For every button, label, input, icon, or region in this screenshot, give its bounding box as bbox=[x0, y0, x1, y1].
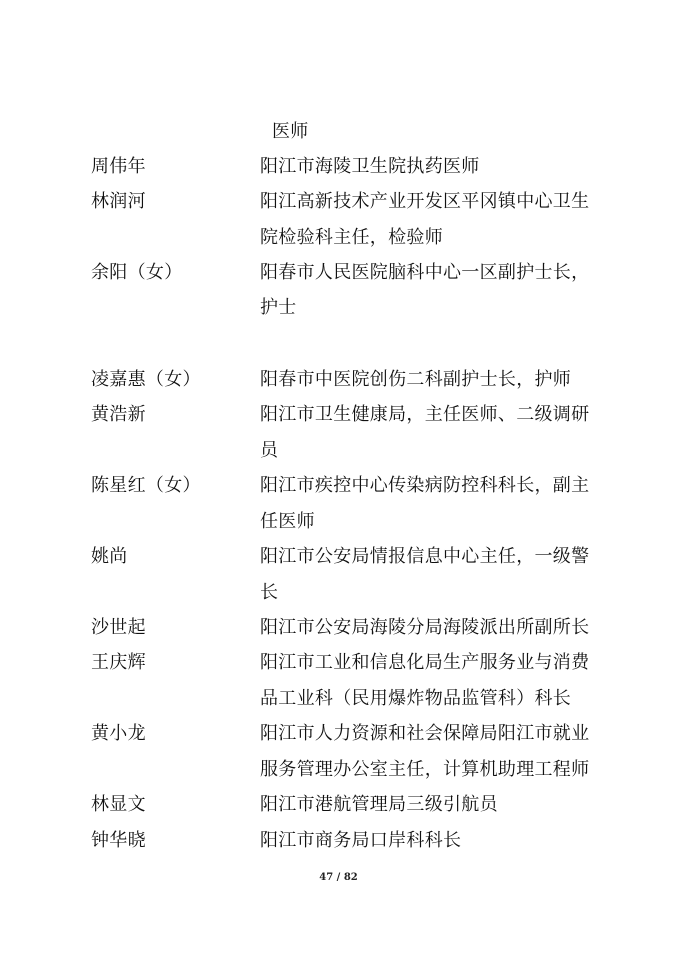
person-description: 阳江高新技术产业开发区平冈镇中心卫生 bbox=[260, 191, 590, 212]
person-description: 长 bbox=[260, 582, 279, 603]
person-description: 护士 bbox=[260, 297, 297, 318]
person-description: 品工业科（民用爆炸物品监管科）科长 bbox=[260, 688, 572, 709]
person-name: 沙世起 bbox=[91, 617, 146, 638]
page-current: 47 bbox=[319, 872, 334, 883]
person-description: 阳江市疾控中心传染病防控科科长，副主 bbox=[260, 475, 590, 496]
person-name: 周伟年 bbox=[91, 156, 146, 177]
person-description: 阳江市公安局情报信息中心主任，一级警 bbox=[260, 546, 590, 567]
person-name: 姚尚 bbox=[91, 546, 128, 567]
person-description: 阳江市人力资源和社会保障局阳江市就业 bbox=[260, 723, 590, 744]
person-description: 任医师 bbox=[260, 511, 315, 532]
person-description: 员 bbox=[260, 440, 279, 461]
person-name: 王庆辉 bbox=[91, 652, 146, 673]
person-description: 院检验科主任，检验师 bbox=[260, 227, 443, 248]
person-name: 余阳（女） bbox=[91, 262, 183, 283]
person-description: 阳江市海陵卫生院执药医师 bbox=[260, 156, 480, 177]
person-description: 阳江市港航管理局三级引航员 bbox=[260, 794, 498, 815]
person-name: 钟华晓 bbox=[91, 830, 146, 851]
person-description: 阳江市工业和信息化局生产服务业与消费 bbox=[260, 652, 590, 673]
person-description: 阳春市人民医院脑科中心一区副护士长， bbox=[260, 262, 590, 283]
person-name: 凌嘉惠（女） bbox=[91, 369, 201, 390]
person-description: 阳春市中医院创伤二科副护士长，护师 bbox=[260, 369, 572, 390]
person-description: 服务管理办公室主任，计算机助理工程师 bbox=[260, 759, 590, 780]
person-name: 林显文 bbox=[91, 794, 146, 815]
person-name: 林润河 bbox=[91, 191, 146, 212]
person-name: 陈星红（女） bbox=[91, 475, 201, 496]
page-number bbox=[0, 872, 677, 883]
person-name: 黄浩新 bbox=[91, 404, 146, 425]
person-name: 黄小龙 bbox=[91, 723, 146, 744]
person-description: 阳江市公安局海陵分局海陵派出所副所长 bbox=[260, 617, 590, 638]
page-separator: / bbox=[336, 872, 341, 883]
page-total: 82 bbox=[343, 872, 358, 883]
person-description: 阳江市卫生健康局，主任医师、二级调研 bbox=[260, 404, 590, 425]
person-description: 阳江市商务局口岸科科长 bbox=[260, 830, 462, 851]
continuation-line: 医师 bbox=[272, 121, 309, 142]
